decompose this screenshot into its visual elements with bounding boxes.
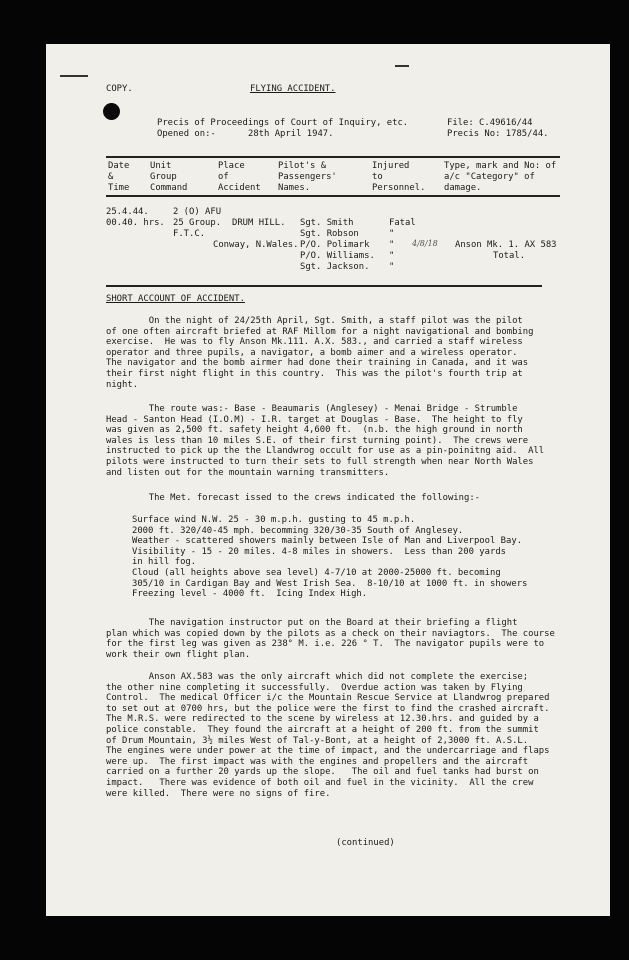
staple-mark: [395, 65, 409, 67]
punch-hole: [103, 103, 120, 120]
accident-location: Conway, N.Wales.: [213, 240, 299, 250]
damage-category: Total.: [493, 251, 526, 261]
file-number: File: C.49616/44: [447, 118, 533, 128]
handwritten-note: 4/8/18: [412, 239, 438, 248]
opened-label: Opened on:-: [157, 129, 216, 139]
paragraph-1: On the night of 24/25th April, Sgt. Smith, a staff pilot was the pilot of one often aircraft briefed at RAF Millom for a night navigational and bombing exercise. He was to fly Anson Mk.111. A.X. 583., and carried a staff wireless operator and three pupils, a navigator, a bomb aimer and a wireless operator. The navigator and the bomb airmer had done their training in Canada, and it was their first night flight in this country. This was the pilot's fourth trip at night.: [106, 316, 534, 390]
paragraph-2: The route was:- Base - Beaumaris (Anglesey) - Menai Bridge - Strumble Head - Santon Head (I.O.M) - I.R. target at Douglas - Base. The height to fly was given as 2,500 ft. safety height 4,600 ft. (n.b. the high ground in north wales is less than 10 miles S.E. of their first turning point). The crews were instructed to pick up the the Llandwrog occult for use as a pin-poinitng aid. All pilots were instructed to turn their sets to full strength when near North Wales and listen out for the mountain warning transmitters.: [106, 404, 545, 478]
header-place: Place of Accident: [218, 161, 261, 193]
accident-date: 25.4.44. 00.40. hrs.: [106, 207, 165, 228]
accident-place: DRUM HILL.: [232, 218, 286, 228]
paragraph-5: Anson AX.583 was the only aircraft which did not complete the exercise; the other nine completing it successfully. Overdue action was taken by Flying Control. The medical Officer i/c the Mountain Rescue Service at Llandwrog prepared to set out at 0700 hrs, but the police were the first to find the crashed aircraft. The M.R.S. were redirected to the scene by wireless at 12.30.hrs. and guided by a police constable. They found the aircraft at a height of 200 ft. from the summit of Drum Mountain, 3½ miles West of Tal-y-Bont, at a height of 2,3000 ft. A.S.L. The engines were under power at the time of impact, and the undercarriage and flaps were up. The first impact was with the engines and propellers and the aircraft carried on a further 20 yards up the slope. The oil and fuel tanks had burst on impact. There was evidence of both oil and fuel in the vicinity. All the crew were killed. There were no signs of fire.: [106, 672, 550, 799]
continued-footer: (continued): [336, 838, 395, 848]
header-type: Type, mark and No: of a/c "Category" of damage.: [444, 161, 557, 193]
crew-names: Sgt. Smith Sgt. Robson P/O. Polimark P/O. Williams. Sgt. Jackson.: [300, 218, 375, 272]
header-date: Date & Time: [108, 161, 130, 193]
met-forecast: Surface wind N.W. 25 - 30 m.p.h. gusting to 45 m.p.h. 2000 ft. 320/40-45 mph. becomming 320/30-35 South of Anglesey. Weather - scattered showers mainly between Isle of Man and Liverpool Bay. Visibility - 15 - 20 miles. 4-8 miles in showers. Less than 200 yards in hill fog. Cloud (all heights above sea level) 4-7/10 at 2000-25000 ft. becoming 305/10 in Cardigan Bay and West Irish Sea. 8-10/10 at 1000 ft. in showers Freezing level - 4000 ft. Icing Index High.: [132, 515, 528, 600]
header-unit: Unit Group Command: [150, 161, 188, 193]
opened-date: 28th April 1947.: [248, 129, 334, 139]
table-top-rule: [106, 156, 560, 158]
copy-label: COPY.: [106, 84, 133, 94]
staple-mark: [60, 75, 88, 77]
crew-injury: Fatal " " " ": [389, 218, 416, 272]
document-title: FLYING ACCIDENT.: [250, 84, 336, 94]
section-title: SHORT ACCOUNT OF ACCIDENT.: [106, 294, 245, 304]
aircraft-type: Anson Mk. 1. AX 583: [455, 240, 557, 250]
table-bottom-rule: [106, 285, 542, 287]
header-pilots: Pilot's & Passengers' Names.: [278, 161, 337, 193]
paragraph-3: The Met. forecast issed to the crews indicated the following:-: [106, 493, 481, 503]
precis-line: Precis of Proceedings of Court of Inquiry, etc.: [157, 118, 409, 128]
header-injured: Injured to Personnel.: [372, 161, 426, 193]
precis-number: Precis No: 1785/44.: [447, 129, 549, 139]
paragraph-4: The navigation instructor put on the Board at their briefing a flight plan which was copied down by the pilots as a check on their naviagtors. The course for the first leg was given as 238° M. i.e. 226 ° T. The navigator pupils were to work their own flight plan.: [106, 618, 555, 660]
accident-unit: 2 (O) AFU 25 Group. F.T.C.: [173, 207, 222, 239]
table-header-rule: [106, 195, 560, 197]
